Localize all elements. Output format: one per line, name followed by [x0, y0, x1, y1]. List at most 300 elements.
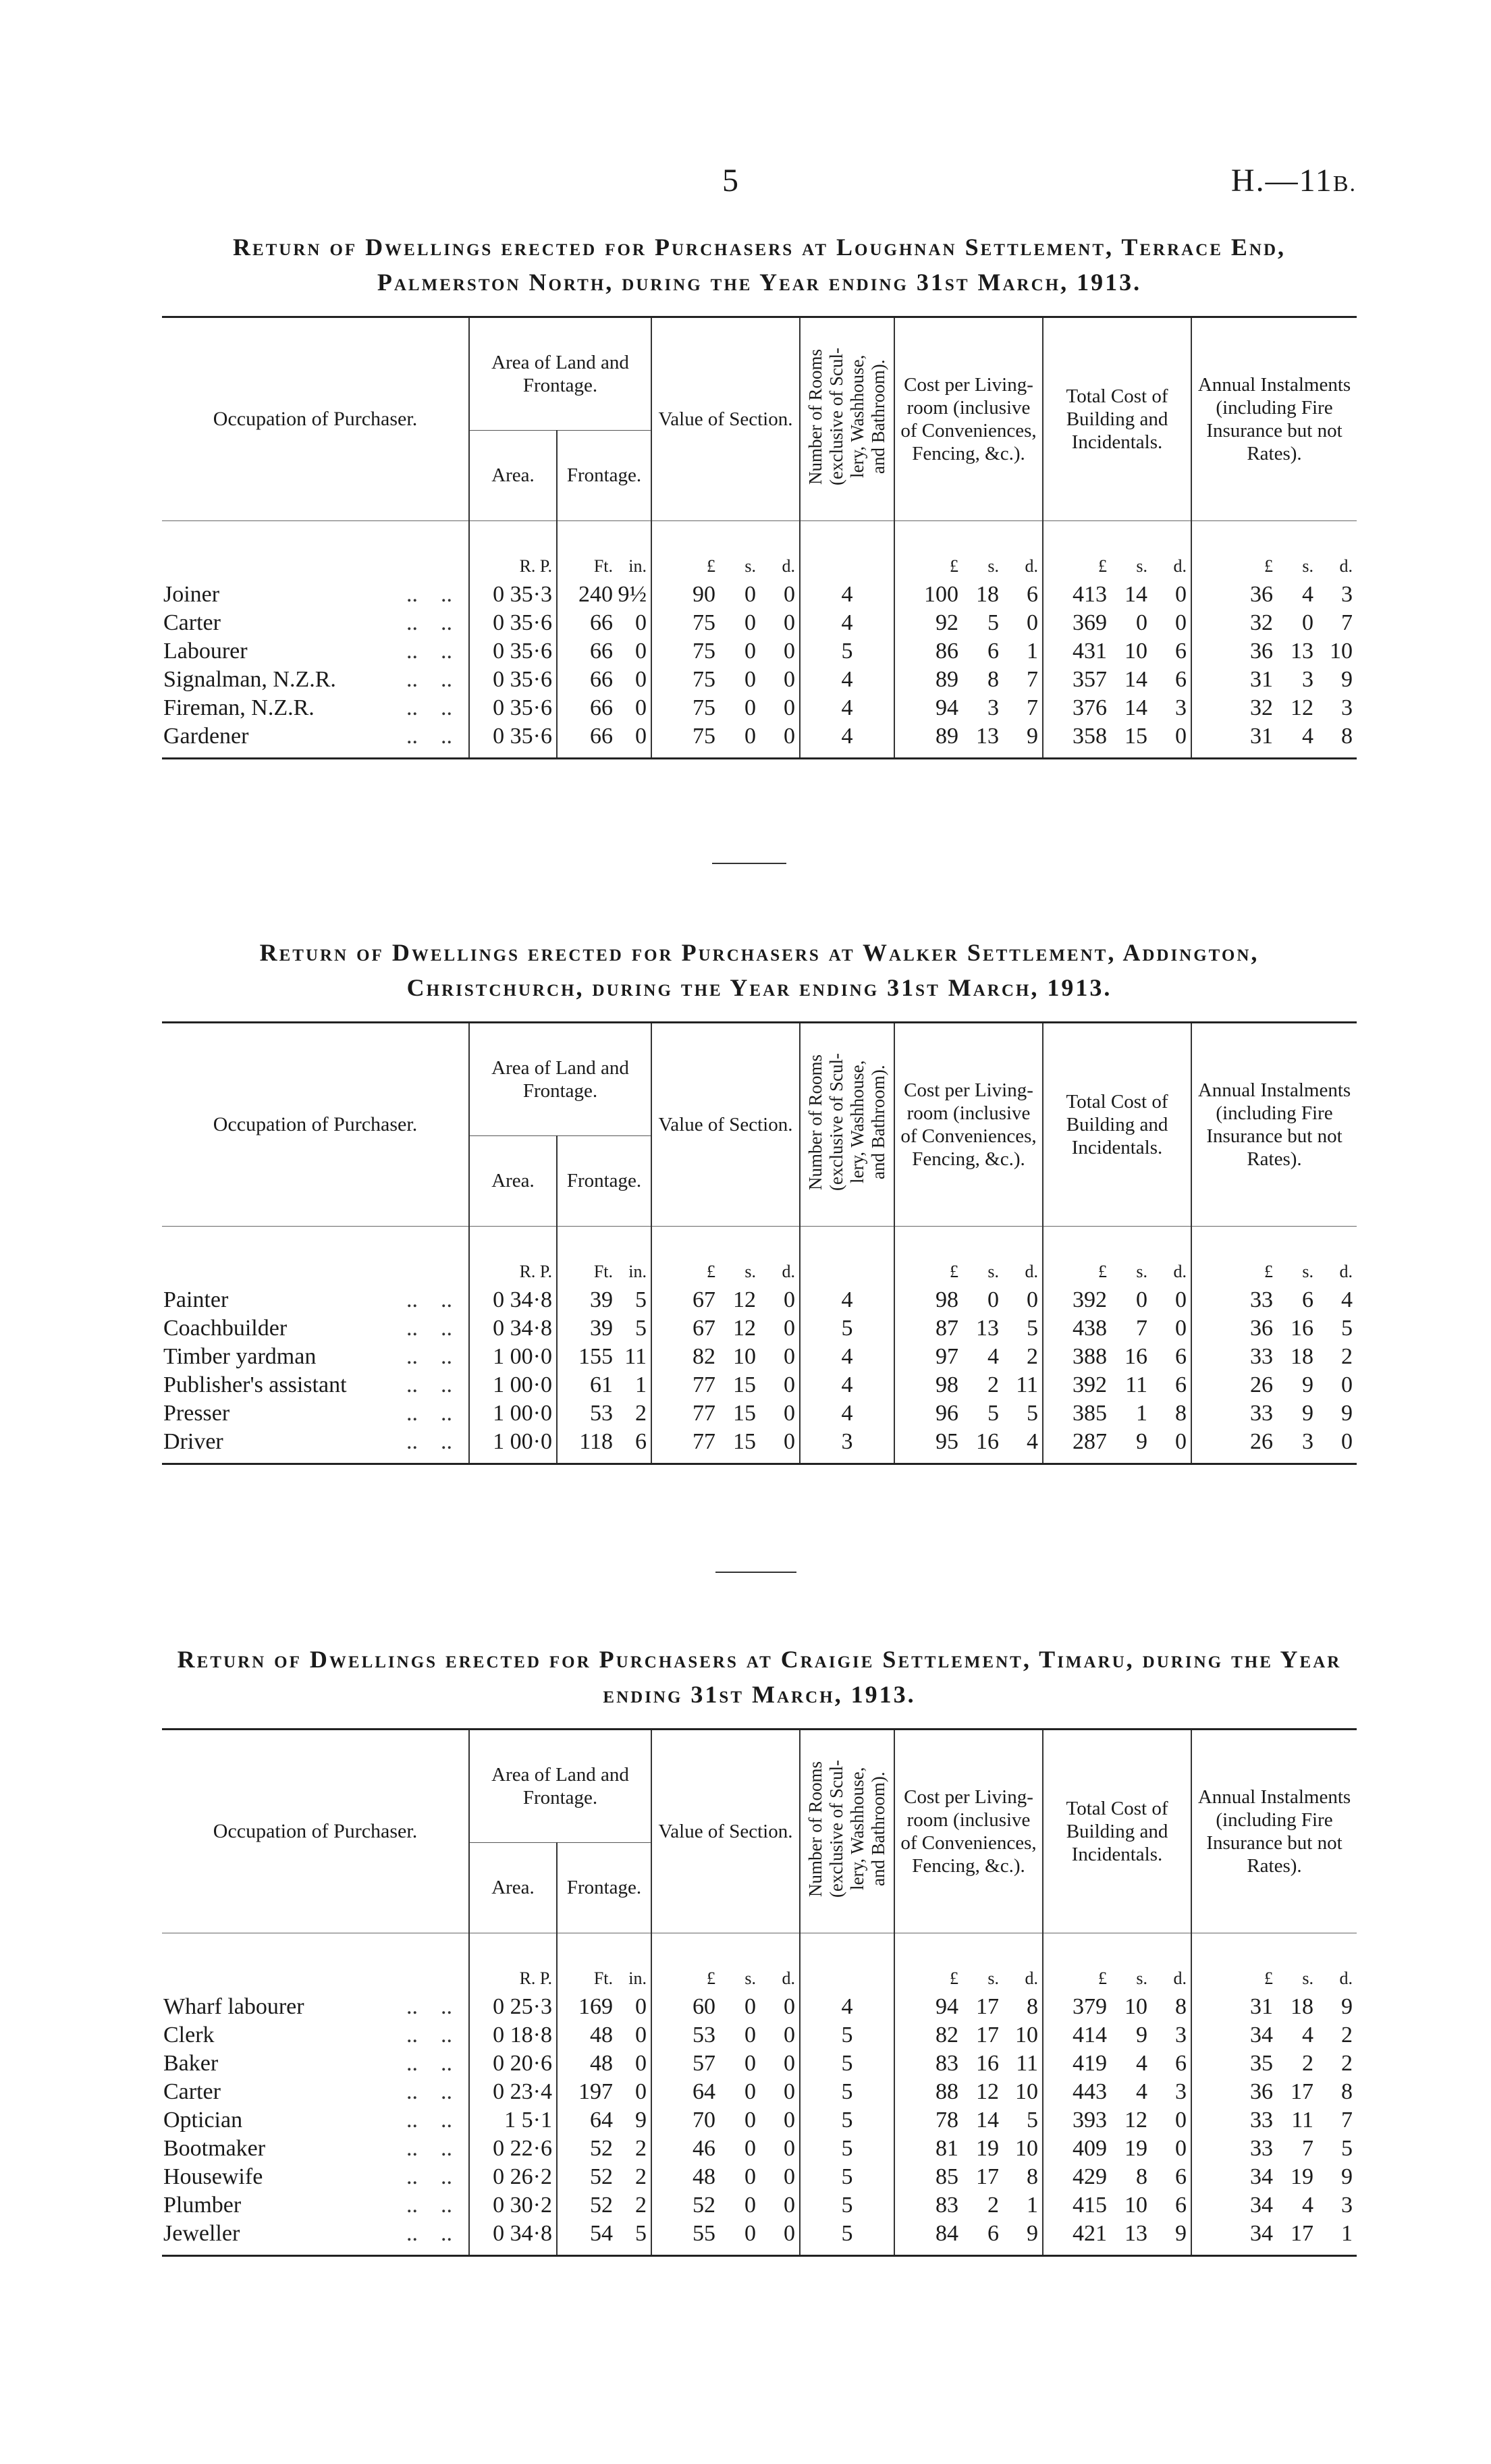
cell-frontage [557, 722, 651, 759]
unit-total [1043, 521, 1191, 581]
frontage-feet: 52 [590, 2164, 614, 2189]
leader-dots: .. .. [406, 1287, 452, 1312]
pence: 5 [1027, 2108, 1039, 2133]
cell-rooms: 4 [800, 1343, 894, 1371]
occupation-text: Bootmaker [163, 2136, 266, 2161]
occupation-text: Joiner [163, 582, 220, 607]
frontage-inches: 0 [635, 2051, 647, 2076]
pence: 5 [1341, 1316, 1353, 1341]
unit-ft: Ft. [593, 1968, 614, 1988]
shillings: 10 [1124, 639, 1148, 664]
cell-total [1043, 1314, 1191, 1343]
pounds: 75 [693, 667, 716, 692]
pounds: 34 [1250, 2221, 1274, 2246]
leader-dots: .. .. [406, 1401, 452, 1426]
unit-rooms [800, 521, 894, 581]
frontage-feet: 169 [578, 1994, 614, 2019]
cell-area: 0 20·6 [469, 2050, 557, 2078]
pence: 6 [1175, 1372, 1187, 1397]
pounds: 64 [693, 2079, 716, 2104]
cell-annual [1191, 2163, 1357, 2191]
column-header-occupation: Occupation of Purchaser. [162, 1023, 469, 1227]
occupation-text: Labourer [163, 639, 248, 664]
leader-dots: .. .. [406, 2221, 452, 2246]
cell-occupation [162, 1343, 469, 1371]
units-occupation [162, 1227, 469, 1287]
unit-pound: £ [1098, 1968, 1108, 1988]
cell-cost [894, 581, 1043, 609]
unit-ft: Ft. [593, 556, 614, 576]
cell-value [651, 1428, 800, 1464]
pence: 11 [1016, 1372, 1039, 1397]
cell-frontage [557, 1428, 651, 1464]
pence: 2 [1341, 2023, 1353, 2047]
unit-shilling: s. [1302, 1262, 1314, 1281]
frontage-inches: 0 [635, 695, 647, 720]
pence: 1 [1027, 2193, 1039, 2218]
pence: 8 [1027, 1994, 1039, 2019]
pence: 0 [784, 2136, 796, 2161]
cell-total [1043, 2191, 1191, 2220]
shillings: 10 [1124, 1994, 1148, 2019]
column-header-cost: Cost per Living-room (inclusive of Conveniences, Fencing, &c.). [894, 1023, 1043, 1227]
cell-rooms: 4 [800, 1371, 894, 1399]
pounds: 92 [936, 610, 959, 635]
return-table [162, 1021, 1357, 1465]
shillings: 0 [987, 1287, 1000, 1312]
column-header-area: Area. [469, 1842, 557, 1933]
frontage-inches: 0 [635, 1994, 647, 2019]
shillings: 8 [987, 667, 1000, 692]
pence: 9 [1175, 2221, 1187, 2246]
pounds: 392 [1073, 1372, 1108, 1397]
cell-rooms: 4 [800, 1286, 894, 1314]
shillings: 0 [744, 610, 757, 635]
leader-dots: .. .. [406, 2164, 452, 2189]
pounds: 100 [924, 582, 959, 607]
rooms-header-line: lery, Washhouse, [847, 1767, 868, 1891]
cell-cost [894, 1343, 1043, 1371]
shillings: 4 [987, 1344, 1000, 1369]
cell-occupation [162, 2135, 469, 2163]
page-header [162, 162, 1357, 203]
pence: 0 [1175, 582, 1187, 607]
shillings: 15 [733, 1429, 757, 1454]
cell-value [651, 694, 800, 722]
frontage-inches: 6 [635, 1429, 647, 1454]
unit-frontage [557, 521, 651, 581]
cell-frontage [557, 1343, 651, 1371]
pounds: 75 [693, 695, 716, 720]
shillings: 0 [744, 724, 757, 749]
column-header-land-group: Area of Land and Frontage. [469, 1023, 651, 1136]
cell-occupation [162, 2050, 469, 2078]
pounds: 77 [693, 1429, 716, 1454]
shillings: 11 [1125, 1372, 1148, 1397]
frontage-feet: 66 [590, 667, 614, 692]
shillings: 15 [733, 1372, 757, 1397]
cell-occupation [162, 694, 469, 722]
frontage-inches: 5 [635, 1287, 647, 1312]
frontage-inches: 5 [635, 2221, 647, 2246]
pounds: 369 [1073, 610, 1108, 635]
shillings: 18 [1291, 1344, 1314, 1369]
occupation-text: Housewife [163, 2164, 263, 2189]
cell-annual [1191, 2021, 1357, 2050]
cell-area: 0 26·2 [469, 2163, 557, 2191]
unit-ft: Ft. [593, 1262, 614, 1281]
column-header-annual: Annual Instalments (including Fire Insurance but not Rates). [1191, 1730, 1357, 1933]
cell-area: 0 35·6 [469, 722, 557, 759]
column-header-cost: Cost per Living-room (inclusive of Conveniences, Fencing, &c.). [894, 1730, 1043, 1933]
pounds: 358 [1073, 724, 1108, 749]
unit-value [651, 1933, 800, 1993]
shillings: 4 [1302, 582, 1314, 607]
occupation-text: Painter [163, 1287, 229, 1312]
cell-cost [894, 609, 1043, 637]
column-header-cost: Cost per Living-room (inclusive of Conveniences, Fencing, &c.). [894, 317, 1043, 521]
shillings: 17 [1291, 2221, 1314, 2246]
pence: 0 [784, 1316, 796, 1341]
shillings: 6 [987, 2221, 1000, 2246]
frontage-feet: 240 [578, 582, 614, 607]
pence: 1 [1027, 639, 1039, 664]
table-row [162, 1399, 1357, 1428]
cell-rooms: 5 [800, 2220, 894, 2256]
cell-value [651, 1371, 800, 1399]
shillings: 14 [1124, 695, 1148, 720]
pence: 0 [784, 639, 796, 664]
pounds: 379 [1073, 1994, 1108, 2019]
pence: 0 [784, 667, 796, 692]
occupation-text: Jeweller [163, 2221, 240, 2246]
column-header-rooms [800, 1730, 894, 1933]
pounds: 82 [693, 1344, 716, 1369]
pence: 4 [1027, 1429, 1039, 1454]
unit-pence: d. [1339, 1262, 1353, 1281]
rooms-header-text [805, 1053, 889, 1191]
cell-cost [894, 1399, 1043, 1428]
shillings: 0 [744, 2136, 757, 2161]
pounds: 86 [936, 639, 959, 664]
unit-in: in. [628, 1968, 647, 1988]
unit-in: in. [628, 556, 647, 576]
frontage-inches: 2 [635, 1401, 647, 1426]
section-title: Return of Dwellings erected for Purchasers at Loughnan Settlement, Terrace End, Palmerston North, during the Year ending 31st March, 1913. [232, 234, 1286, 296]
occupation-text: Coachbuilder [163, 1316, 288, 1341]
cell-annual [1191, 694, 1357, 722]
shillings: 13 [976, 1316, 1000, 1341]
pence: 9 [1027, 724, 1039, 749]
cell-value [651, 2191, 800, 2220]
column-header-frontage: Frontage. [557, 1135, 651, 1226]
frontage-inches: 0 [635, 2023, 647, 2047]
pence: 6 [1175, 1344, 1187, 1369]
pence: 0 [784, 2221, 796, 2246]
cell-occupation [162, 1399, 469, 1428]
unit-area: R. P. [469, 1227, 557, 1287]
frontage-inches: 0 [635, 2079, 647, 2104]
cell-area: 1 00·0 [469, 1371, 557, 1399]
cell-rooms: 4 [800, 694, 894, 722]
frontage-inches: 9 [635, 2108, 647, 2133]
cell-total [1043, 1428, 1191, 1464]
pence: 0 [784, 2164, 796, 2189]
occupation-text: Publisher's assistant [163, 1372, 347, 1397]
occupation-text: Signalman, N.Z.R. [163, 667, 336, 692]
cell-annual [1191, 1428, 1357, 1464]
unit-pound: £ [1098, 1262, 1108, 1281]
unit-pound: £ [707, 556, 716, 576]
unit-rooms [800, 1933, 894, 1993]
pounds: 55 [693, 2221, 716, 2246]
shillings: 0 [744, 2193, 757, 2218]
unit-cost [894, 521, 1043, 581]
leader-dots: .. .. [406, 695, 452, 720]
cell-value [651, 2135, 800, 2163]
table-row [162, 1343, 1357, 1371]
shillings: 13 [1124, 2221, 1148, 2246]
unit-shilling: s. [987, 1968, 1000, 1988]
pounds: 388 [1073, 1344, 1108, 1369]
frontage-feet: 39 [590, 1287, 614, 1312]
shillings: 0 [1136, 610, 1148, 635]
rooms-header-line: Number of Rooms [805, 1054, 826, 1190]
unit-pound: £ [1098, 556, 1108, 576]
cell-occupation [162, 2106, 469, 2135]
table-row [162, 2078, 1357, 2106]
leader-dots: .. .. [406, 2136, 452, 2161]
pence: 0 [784, 2193, 796, 2218]
pounds: 415 [1073, 2193, 1108, 2218]
pounds: 95 [936, 1429, 959, 1454]
cell-cost [894, 2163, 1043, 2191]
cell-area: 0 34·8 [469, 1314, 557, 1343]
pence: 6 [1175, 639, 1187, 664]
cell-rooms: 4 [800, 722, 894, 759]
occupation-text: Wharf labourer [163, 1994, 304, 2019]
pence: 3 [1175, 2023, 1187, 2047]
shillings: 10 [733, 1344, 757, 1369]
pounds: 75 [693, 724, 716, 749]
unit-cost [894, 1933, 1043, 1993]
pounds: 32 [1250, 610, 1274, 635]
unit-shilling: s. [987, 1262, 1000, 1281]
shillings: 13 [976, 724, 1000, 749]
document-reference [1231, 162, 1357, 199]
pounds: 98 [936, 1372, 959, 1397]
pounds: 77 [693, 1401, 716, 1426]
pence: 10 [1015, 2079, 1039, 2104]
unit-shilling: s. [1302, 1968, 1314, 1988]
cell-frontage [557, 2050, 651, 2078]
cell-annual [1191, 2078, 1357, 2106]
shillings: 15 [733, 1401, 757, 1426]
cell-area: 1 5·1 [469, 2106, 557, 2135]
cell-cost [894, 2135, 1043, 2163]
pence: 0 [1175, 1429, 1187, 1454]
cell-area: 1 00·0 [469, 1399, 557, 1428]
table-row [162, 637, 1357, 666]
pounds: 431 [1073, 639, 1108, 664]
return-section-loughnan [162, 230, 1357, 759]
pounds: 429 [1073, 2164, 1108, 2189]
pounds: 392 [1073, 1287, 1108, 1312]
unit-frontage [557, 1933, 651, 1993]
unit-pence: d. [1025, 556, 1039, 576]
occupation-text: Gardener [163, 724, 249, 749]
shillings: 12 [733, 1316, 757, 1341]
cell-rooms: 5 [800, 2078, 894, 2106]
occupation-text: Timber yardman [163, 1344, 317, 1369]
unit-shilling: s. [1136, 556, 1148, 576]
frontage-feet: 52 [590, 2193, 614, 2218]
cell-rooms: 5 [800, 2050, 894, 2078]
shillings: 9 [1136, 1429, 1148, 1454]
pence: 0 [1175, 1316, 1187, 1341]
cell-total [1043, 2163, 1191, 2191]
unit-in: in. [628, 1262, 647, 1281]
shillings: 18 [976, 582, 1000, 607]
cell-area: 0 23·4 [469, 2078, 557, 2106]
column-header-area: Area. [469, 1135, 557, 1226]
table-row [162, 1314, 1357, 1343]
cell-annual [1191, 1399, 1357, 1428]
shillings: 13 [1291, 639, 1314, 664]
table-row [162, 1428, 1357, 1464]
shillings: 0 [1136, 1287, 1148, 1312]
shillings: 19 [1124, 2136, 1148, 2161]
table-row [162, 694, 1357, 722]
column-header-annual: Annual Instalments (including Fire Insurance but not Rates). [1191, 317, 1357, 521]
shillings: 2 [987, 1372, 1000, 1397]
pounds: 36 [1250, 2079, 1274, 2104]
page-number: 5 [722, 163, 738, 198]
pounds: 409 [1073, 2136, 1108, 2161]
shillings: 7 [1136, 1316, 1148, 1341]
pence: 2 [1027, 1344, 1039, 1369]
cell-area: 0 30·2 [469, 2191, 557, 2220]
cell-value [651, 609, 800, 637]
units-occupation [162, 521, 469, 581]
shillings: 19 [1291, 2164, 1314, 2189]
column-header-rooms [800, 317, 894, 521]
table-row [162, 581, 1357, 609]
cell-value [651, 2220, 800, 2256]
unit-pence: d. [782, 556, 796, 576]
shillings: 11 [1291, 2108, 1314, 2133]
pence: 0 [784, 2023, 796, 2047]
table-row [162, 722, 1357, 759]
rooms-header-text [805, 348, 889, 485]
column-header-total: Total Cost of Building and Incidentals. [1043, 1730, 1191, 1933]
pence: 6 [1175, 667, 1187, 692]
cell-frontage [557, 1399, 651, 1428]
unit-pound: £ [707, 1262, 716, 1281]
pounds: 414 [1073, 2023, 1108, 2047]
column-header-value: Value of Section. [651, 1730, 800, 1933]
cell-value [651, 2163, 800, 2191]
rooms-header-line: and Bathroom). [868, 359, 889, 474]
leader-dots: .. .. [406, 582, 452, 607]
unit-pence: d. [782, 1262, 796, 1281]
frontage-feet: 52 [590, 2136, 614, 2161]
column-header-annual: Annual Instalments (including Fire Insurance but not Rates). [1191, 1023, 1357, 1227]
shillings: 9 [1136, 2023, 1148, 2047]
cell-area: 0 22·6 [469, 2135, 557, 2163]
frontage-inches: 0 [635, 724, 647, 749]
pounds: 26 [1250, 1372, 1274, 1397]
table-row [162, 1993, 1357, 2021]
shillings: 0 [744, 2108, 757, 2133]
pounds: 393 [1073, 2108, 1108, 2133]
pence: 8 [1341, 724, 1353, 749]
cell-value [651, 1343, 800, 1371]
cell-total [1043, 2021, 1191, 2050]
unit-shilling: s. [744, 556, 757, 576]
cell-area: 0 35·6 [469, 609, 557, 637]
shillings: 0 [744, 1994, 757, 2019]
cell-cost [894, 1371, 1043, 1399]
cell-occupation [162, 1286, 469, 1314]
leader-dots: .. .. [406, 1316, 452, 1341]
shillings: 10 [1124, 2193, 1148, 2218]
pounds: 87 [936, 1316, 959, 1341]
unit-annual [1191, 1933, 1357, 1993]
unit-pence: d. [1173, 1262, 1187, 1281]
cell-frontage [557, 2021, 651, 2050]
cell-area: 0 25·3 [469, 1993, 557, 2021]
leader-dots: .. .. [406, 667, 452, 692]
shillings: 3 [987, 695, 1000, 720]
column-header-total: Total Cost of Building and Incidentals. [1043, 317, 1191, 521]
cell-rooms: 5 [800, 2106, 894, 2135]
section-title: Return of Dwellings erected for Purchasers at Craigie Settlement, Timaru, during the Year ending 31st March, 1913. [177, 1646, 1342, 1708]
frontage-feet: 48 [590, 2023, 614, 2047]
cell-cost [894, 722, 1043, 759]
cell-area: 0 34·8 [469, 2220, 557, 2256]
cell-rooms: 3 [800, 1428, 894, 1464]
shillings: 16 [976, 2051, 1000, 2076]
pence: 0 [784, 2108, 796, 2133]
cell-occupation [162, 2191, 469, 2220]
unit-value [651, 521, 800, 581]
shillings: 19 [976, 2136, 1000, 2161]
pence: 4 [1341, 1287, 1353, 1312]
rooms-header-line: lery, Washhouse, [847, 1060, 868, 1184]
pounds: 32 [1250, 695, 1274, 720]
frontage-feet: 118 [579, 1429, 614, 1454]
cell-rooms: 4 [800, 666, 894, 694]
shillings: 14 [976, 2108, 1000, 2133]
frontage-inches: 0 [635, 639, 647, 664]
section-title: Return of Dwellings erected for Purchasers at Walker Settlement, Addington, Christchurch, during the Year ending 31st March, 1913. [259, 939, 1259, 1001]
unit-pence: d. [1173, 556, 1187, 576]
cell-rooms: 5 [800, 2163, 894, 2191]
pounds: 97 [936, 1344, 959, 1369]
cell-total [1043, 1993, 1191, 2021]
cell-total [1043, 609, 1191, 637]
cell-total [1043, 2220, 1191, 2256]
pounds: 78 [936, 2108, 959, 2133]
units-occupation [162, 1933, 469, 1993]
cell-rooms: 4 [800, 1399, 894, 1428]
cell-cost [894, 694, 1043, 722]
cell-cost [894, 2106, 1043, 2135]
cell-occupation [162, 2220, 469, 2256]
leader-dots: .. .. [406, 1372, 452, 1397]
shillings: 0 [744, 639, 757, 664]
